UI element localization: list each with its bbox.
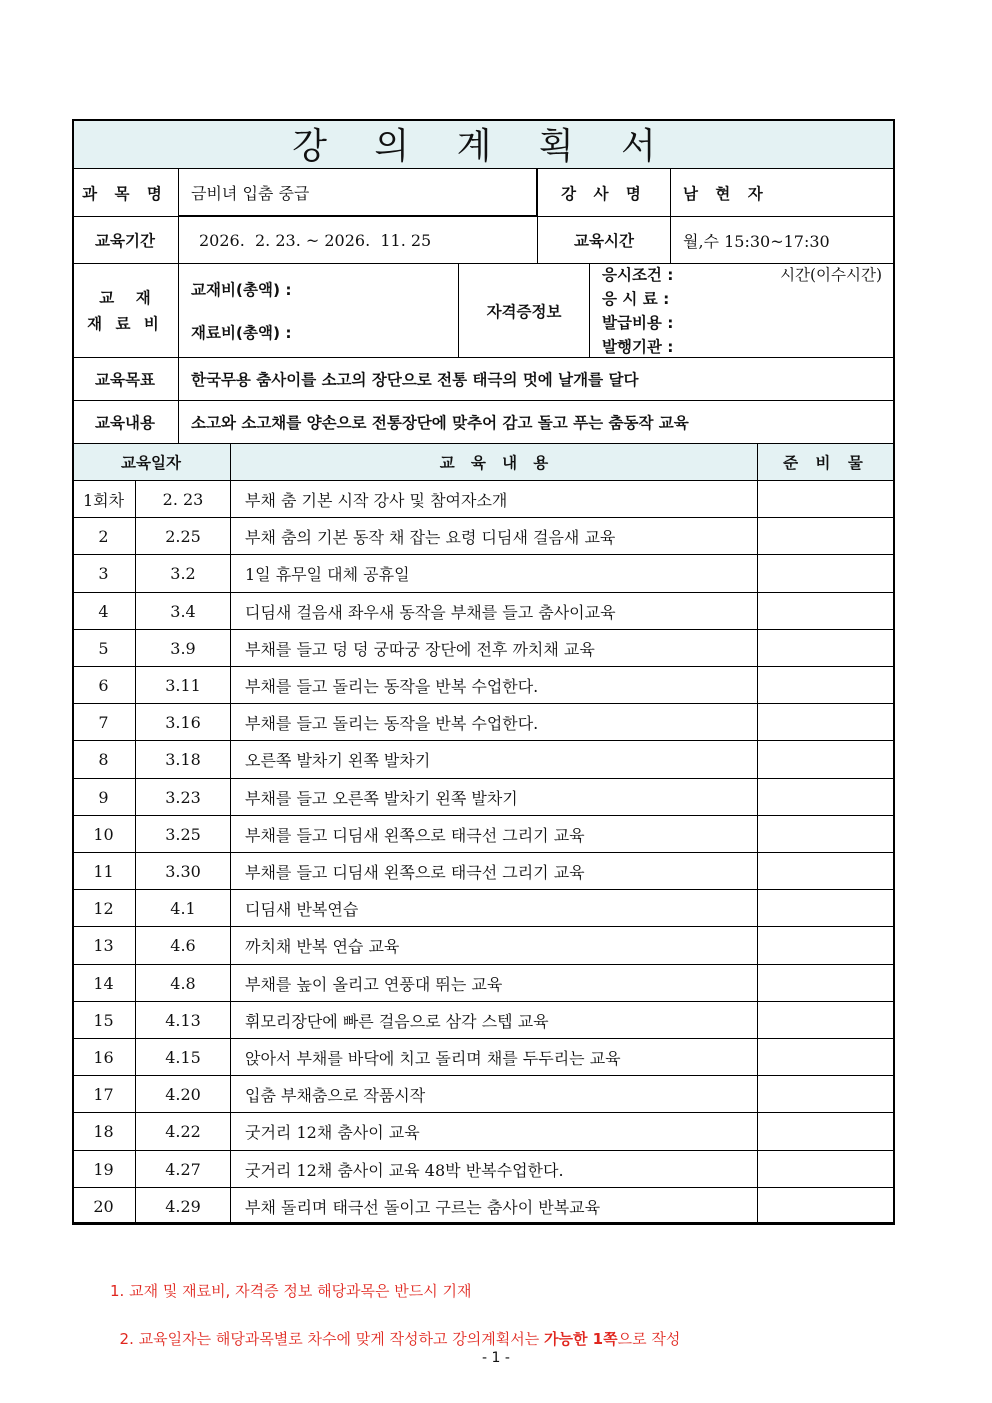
session-prep: [758, 555, 895, 593]
session-number: 10: [72, 816, 136, 853]
session-date: 2.25: [136, 518, 231, 555]
session-number: 19: [72, 1151, 136, 1188]
session-number: 14: [72, 965, 136, 1002]
note-2: 2. 교육일자는 해당과목별로 차수에 맞게 작성하고 강의계획서는 가능한 1쪽으로 작성: [119, 1330, 681, 1348]
schedule-header-date: 교육일자: [72, 444, 231, 481]
session-prep: [758, 890, 895, 927]
session-prep: [758, 1076, 895, 1113]
session-content: 1일 휴무일 대체 공휴일: [231, 555, 758, 593]
session-content: 부채 춤 기본 시작 강사 및 참여자소개: [231, 481, 758, 518]
session-content: 휘모리장단에 빠른 걸음으로 삼각 스텝 교육: [231, 1002, 758, 1039]
session-date: 3.30: [136, 853, 231, 890]
session-date: 3.2: [136, 555, 231, 593]
goal-value: 한국무용 춤사이를 소고의 장단으로 전통 태극의 멋에 날개를 달다: [179, 358, 895, 401]
time-value: 월,수 15:30~17:30: [671, 217, 895, 264]
session-date: 4.1: [136, 890, 231, 927]
note-1: 1. 교재 및 재료비, 자격증 정보 해당과목은 반드시 기재: [110, 1282, 472, 1300]
session-date: 3.16: [136, 704, 231, 741]
session-content: 까치채 반복 연습 교육: [231, 927, 758, 965]
session-prep: [758, 1113, 895, 1151]
session-content: 굿거리 12채 춤사이 교육 48박 반복수업한다.: [231, 1151, 758, 1188]
session-prep: [758, 593, 895, 630]
session-date: 3.18: [136, 741, 231, 779]
session-date: 4.27: [136, 1151, 231, 1188]
session-date: 3.9: [136, 630, 231, 667]
session-number: 13: [72, 927, 136, 965]
session-content: 부채 춤의 기본 동작 채 잡는 요령 디딤새 걸음새 교육: [231, 518, 758, 555]
session-content: 부채를 들고 돌리는 동작을 반복 수업한다.: [231, 704, 758, 741]
instructor-value: 남 현 자: [671, 169, 895, 217]
content-label: 교육내용: [72, 401, 179, 444]
session-content: 디딤새 걸음새 좌우새 동작을 부채를 들고 춤사이교육: [231, 593, 758, 630]
session-prep: [758, 704, 895, 741]
session-date: 3.23: [136, 779, 231, 816]
session-date: 4.15: [136, 1039, 231, 1076]
session-content: 오른쪽 발차기 왼쪽 발차기: [231, 741, 758, 779]
session-date: 3.11: [136, 667, 231, 704]
session-number: 2: [72, 518, 136, 555]
session-prep: [758, 1002, 895, 1039]
session-number: 16: [72, 1039, 136, 1076]
schedule-header-prep: 준 비 물: [758, 444, 895, 481]
session-prep: [758, 518, 895, 555]
session-date: 4.13: [136, 1002, 231, 1039]
session-date: 4.8: [136, 965, 231, 1002]
cert-line-issue-cost: 발급비용 :: [602, 313, 674, 332]
session-number: 12: [72, 890, 136, 927]
session-content: 디딤새 반복연습: [231, 890, 758, 927]
session-number: 20: [72, 1188, 136, 1225]
session-prep: [758, 1151, 895, 1188]
session-content: 앉아서 부채를 바닥에 치고 돌리며 채를 두두리는 교육: [231, 1039, 758, 1076]
session-prep: [758, 1188, 895, 1225]
instructor-label: 강 사 명: [538, 169, 671, 217]
session-content: 부채를 들고 디딤새 왼쪽으로 태극선 그리기 교육: [231, 816, 758, 853]
session-number: 9: [72, 779, 136, 816]
session-prep: [758, 481, 895, 518]
session-prep: [758, 630, 895, 667]
cert-line-condition: 응시조건 : 시간(이수시간): [602, 265, 882, 284]
session-content: 입춤 부채춤으로 작품시작: [231, 1076, 758, 1113]
session-prep: [758, 853, 895, 890]
session-prep: [758, 965, 895, 1002]
title-text: 강 의 계 획 서: [292, 126, 674, 167]
session-content: 부채를 들고 오른쪽 발차기 왼쪽 발차기: [231, 779, 758, 816]
session-content: 부채를 들고 돌리는 동작을 반복 수업한다.: [231, 667, 758, 704]
materials-label: 교 재 재 료 비: [72, 264, 179, 358]
session-number: 18: [72, 1113, 136, 1151]
session-content: 굿거리 12채 춤사이 교육: [231, 1113, 758, 1151]
cert-label: 자격증정보: [459, 264, 590, 358]
subject-label: 과 목 명: [72, 169, 179, 217]
session-prep: [758, 741, 895, 779]
session-date: 3.4: [136, 593, 231, 630]
document-title: [72, 119, 895, 169]
cert-line-fee: 응 시 료 :: [602, 289, 670, 308]
session-number: 7: [72, 704, 136, 741]
session-prep: [758, 667, 895, 704]
session-date: 3.25: [136, 816, 231, 853]
session-number: 11: [72, 853, 136, 890]
session-prep: [758, 779, 895, 816]
session-content: 부채를 들고 디딤새 왼쪽으로 태극선 그리기 교육: [231, 853, 758, 890]
period-label: 교육기간: [72, 217, 179, 264]
session-number: 3: [72, 555, 136, 593]
material-cost: 재료비(총액) :: [191, 323, 292, 342]
goal-label: 교육목표: [72, 358, 179, 401]
session-date: 2. 23: [136, 481, 231, 518]
session-number: 6: [72, 667, 136, 704]
session-content: 부채를 들고 덩 덩 궁따궁 장단에 전후 까치채 교육: [231, 630, 758, 667]
session-number: 8: [72, 741, 136, 779]
session-number: 15: [72, 1002, 136, 1039]
page-number: - 1 -: [482, 1350, 510, 1366]
session-date: 4.29: [136, 1188, 231, 1225]
session-content: 부채 돌리며 태극선 돌이고 구르는 춤사이 반복교육: [231, 1188, 758, 1225]
session-number: 5: [72, 630, 136, 667]
period-value: 2026. 2. 23. ~ 2026. 11. 25: [179, 217, 538, 264]
session-date: 4.20: [136, 1076, 231, 1113]
session-content: 부채를 높이 올리고 연풍대 뛰는 교육: [231, 965, 758, 1002]
schedule-header-content: 교 육 내 용: [231, 444, 758, 481]
cert-line-issuer: 발행기관 :: [602, 337, 674, 356]
session-prep: [758, 816, 895, 853]
subject-value: 금비녀 입춤 중급: [179, 169, 538, 217]
content-value: 소고와 소고채를 양손으로 전통장단에 맞추어 감고 돌고 푸는 춤동작 교육: [179, 401, 895, 444]
textbook-cost: 교재비(총액) :: [191, 281, 292, 300]
session-prep: [758, 927, 895, 965]
session-number: 1회차: [72, 481, 136, 518]
session-number: 4: [72, 593, 136, 630]
session-date: 4.6: [136, 927, 231, 965]
session-prep: [758, 1039, 895, 1076]
session-date: 4.22: [136, 1113, 231, 1151]
session-number: 17: [72, 1076, 136, 1113]
time-label: 교육시간: [538, 217, 671, 264]
materials-costs: [179, 264, 459, 358]
cert-info: [590, 264, 895, 358]
